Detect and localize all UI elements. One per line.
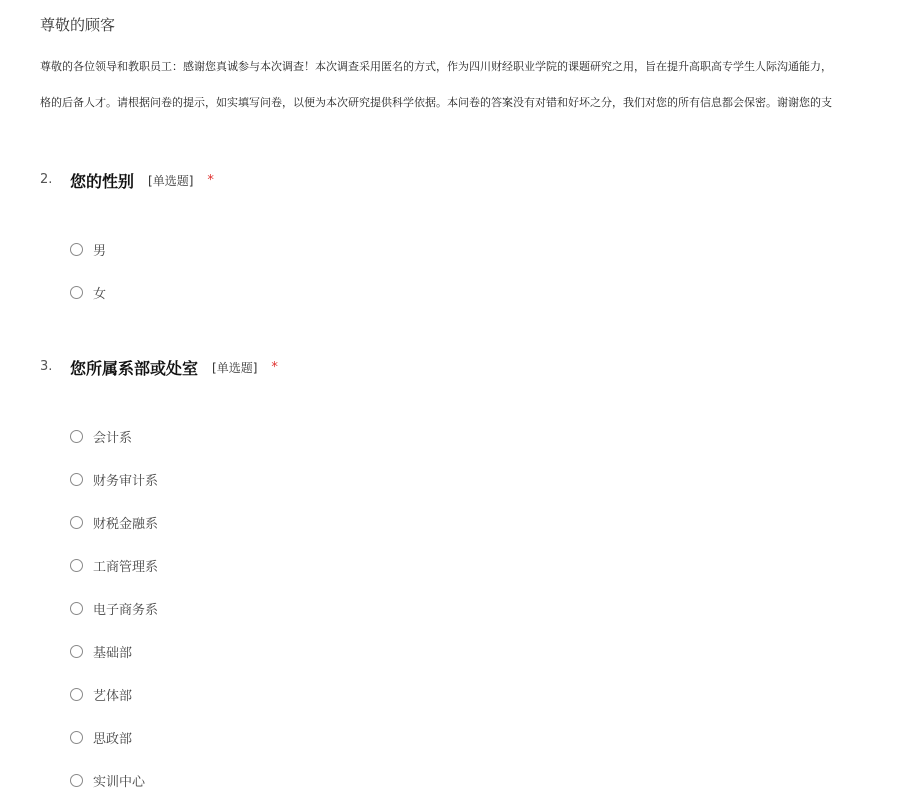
radio-button[interactable] xyxy=(70,645,83,658)
option-label: 思政部 xyxy=(93,731,133,747)
required-marker: * xyxy=(271,359,278,375)
option-male[interactable] xyxy=(70,240,106,258)
question-title: 您所属系部或处室 xyxy=(70,358,199,378)
question-title: 您的性别 xyxy=(70,171,135,191)
question-header xyxy=(0,168,900,192)
option-training-center[interactable] xyxy=(70,771,145,789)
option-label: 工商管理系 xyxy=(93,559,159,575)
intro-text-line-1: 尊敬的各位领导和教职员工：感谢您真诚参与本次调查！本次调查采用匿名的方式，作为四川财经职业学院的课题研究之用，旨在提升高职高专学生人际沟通能力， xyxy=(40,60,832,73)
radio-button[interactable] xyxy=(70,473,83,486)
greeting-heading: 尊敬的顾客 xyxy=(40,16,116,34)
radio-button[interactable] xyxy=(70,731,83,744)
option-accounting[interactable] xyxy=(70,427,132,445)
question-header xyxy=(0,355,900,379)
option-arts-sports-dept[interactable] xyxy=(70,685,132,703)
option-label: 财税金融系 xyxy=(93,516,159,532)
radio-button[interactable] xyxy=(70,559,83,572)
radio-button[interactable] xyxy=(70,516,83,529)
option-foundation-dept[interactable] xyxy=(70,642,132,660)
option-label: 艺体部 xyxy=(93,688,133,704)
radio-button[interactable] xyxy=(70,430,83,443)
option-financial-audit[interactable] xyxy=(70,470,158,488)
option-label: 女 xyxy=(93,286,107,302)
option-e-commerce[interactable] xyxy=(70,599,158,617)
option-label: 电子商务系 xyxy=(93,602,159,618)
radio-button[interactable] xyxy=(70,688,83,701)
question-number: 3. xyxy=(40,359,53,374)
option-label: 财务审计系 xyxy=(93,473,159,489)
question-type-label: [单选题] xyxy=(148,173,194,188)
option-label: 男 xyxy=(93,243,107,259)
required-marker: * xyxy=(207,172,214,188)
option-tax-finance[interactable] xyxy=(70,513,158,531)
radio-button[interactable] xyxy=(70,602,83,615)
option-female[interactable] xyxy=(70,283,106,301)
question-number: 2. xyxy=(40,172,53,187)
option-label: 基础部 xyxy=(93,645,133,661)
intro-text-line-2: 格的后备人才。请根据问卷的提示，如实填写问卷，以便为本次研究提供科学依据。本问卷的答案没有对错和好坏之分，我们对您的所有信息都会保密。谢谢您的支 xyxy=(40,96,832,109)
radio-button[interactable] xyxy=(70,774,83,787)
radio-button[interactable] xyxy=(70,243,83,256)
radio-button[interactable] xyxy=(70,286,83,299)
option-label: 会计系 xyxy=(93,430,133,446)
question-type-label: [单选题] xyxy=(212,360,258,375)
option-business-management[interactable] xyxy=(70,556,158,574)
option-label: 实训中心 xyxy=(93,774,146,790)
option-politics-dept[interactable] xyxy=(70,728,132,746)
